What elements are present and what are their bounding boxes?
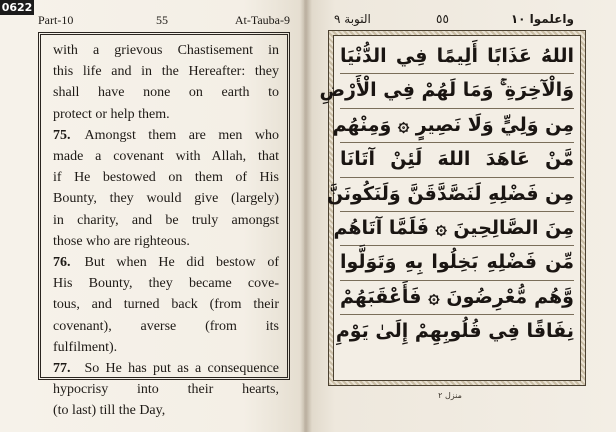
translation-text: But when He did bestow of — [84, 255, 279, 271]
translation-text: made a covenant with Allah, that — [53, 149, 279, 165]
arabic-text-frame — [319, 30, 586, 386]
juz-label-arabic: واعلموا ١٠ — [510, 12, 574, 26]
translation-text: hypocrisy into their hearts, — [53, 382, 279, 398]
arabic-line: مَّنْ عَاهَدَ اللهَ لَئِنْ آتَانَا — [340, 143, 574, 177]
translation-text: fulfilment). — [53, 339, 118, 355]
arabic-line: مِن وَلِيٍّ وَلَا نَصِيرٍ ۞ وَمِنْهُم — [340, 109, 574, 143]
translation-line — [53, 379, 279, 400]
verse-number: 76. — [53, 255, 71, 271]
arabic-line: مِن فَضْلِهِ لَنَصَّدَّقَنَّ وَلَنَكُونَنَّ — [340, 178, 574, 212]
arabic-line: وَّهُم مُّعْرِضُونَ ۞ فَأَعْقَبَهُمْ — [340, 281, 574, 315]
translation-line — [53, 167, 279, 188]
arabic-line: وَالْآخِرَةِ ۚ وَمَا لَهُمْ فِي الْأَرْضِ — [340, 74, 574, 108]
translation-line — [53, 61, 279, 82]
translation-text: Amongst them are men who — [84, 127, 279, 143]
right-page-header — [334, 12, 574, 30]
translation-line — [53, 146, 279, 167]
translation-text: shall have none on earth to — [53, 85, 279, 101]
arabic-line: اللهُ عَذَابًا أَلِيمًا فِي الدُّنْيَا — [340, 40, 574, 74]
page-number: 55 — [156, 13, 168, 27]
translation-line — [53, 40, 279, 61]
translation-line — [53, 231, 279, 252]
surah-label-arabic: التوبة ٩ — [334, 12, 371, 26]
translation-text: His Bounty, they became cove- — [53, 276, 279, 292]
arabic-line: نِفَاقًا فِي قُلُوبِهِمْ إِلَىٰ يَوْمِ — [335, 320, 574, 343]
translation-text: Bounty, they would give (largely) — [53, 191, 279, 207]
translation-text: in charity, and be truly amongst — [53, 212, 279, 228]
translation-line — [53, 273, 279, 294]
part-label: Part-10 — [38, 13, 74, 27]
page-number-arabic: ٥٥ — [436, 12, 449, 26]
manzil-mark: منزل ٢ — [438, 391, 462, 400]
translation-text: with a grievous Chastisement in — [53, 43, 279, 58]
translation-text: (to last) till the Day, — [53, 403, 166, 419]
translation-line — [53, 82, 279, 103]
translation-line — [53, 358, 279, 379]
translation-line — [53, 188, 279, 209]
translation-line — [53, 104, 279, 125]
arabic-line: مِنَ الصَّالِحِينَ ۞ فَلَمَّا آتَاهُم — [340, 212, 574, 246]
left-page-header — [38, 13, 290, 31]
translation-line — [53, 294, 279, 315]
translation-line — [53, 210, 279, 231]
surah-label: At-Tauba-9 — [234, 13, 290, 27]
translation-text: this life and in the Hereafter: they — [53, 64, 279, 80]
arabic-text-panel — [319, 35, 581, 381]
arabic-line: مِّن فَضْلِهِ بَخِلُوا بِهِ وَتَوَلَّوا — [340, 246, 574, 280]
translation-line — [53, 316, 279, 337]
translation-text: those who are righteous. — [53, 233, 190, 249]
translation-line — [53, 400, 279, 421]
translation-line — [53, 125, 279, 146]
translation-line — [53, 252, 279, 273]
book-spine — [300, 0, 312, 432]
translation-text: covenant), averse (from its — [53, 318, 279, 334]
translation-text: tous, and turned back (from their — [53, 297, 279, 313]
verse-number: 77. — [53, 361, 71, 377]
translation-text: protect or help them. — [53, 106, 170, 122]
page-tag: 0622 — [1, 1, 33, 14]
translation-box — [38, 32, 290, 419]
translation-line — [53, 337, 279, 358]
translation-text: if He bestowed on them of His — [53, 170, 279, 186]
verse-number: 75. — [53, 127, 71, 143]
translation-text: So He has put as a consequence — [84, 361, 279, 377]
